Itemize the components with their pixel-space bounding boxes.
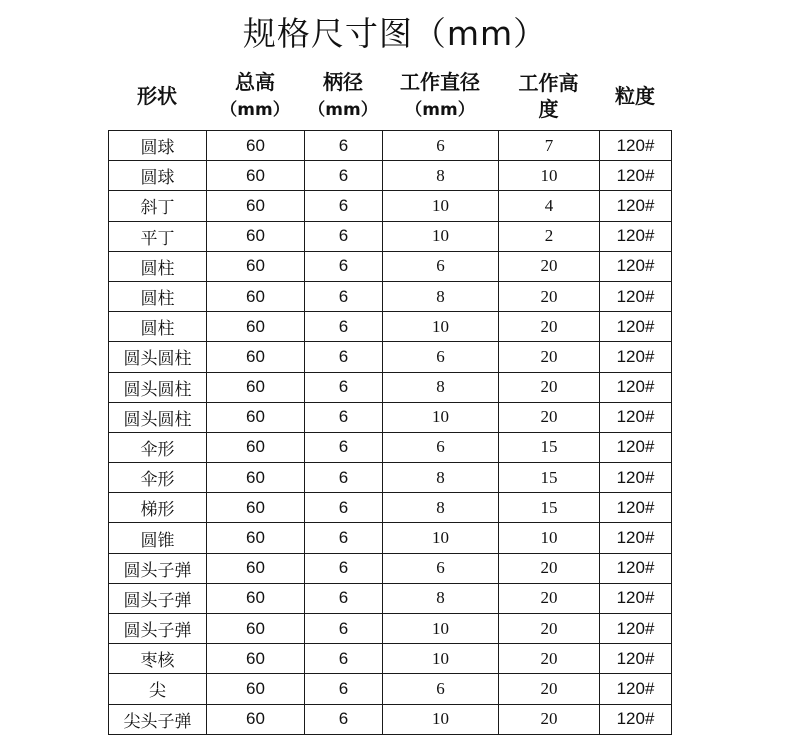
total-height-cell: 60	[207, 191, 305, 221]
work-diameter-cell: 10	[383, 704, 499, 734]
grit-cell: 120#	[600, 221, 672, 251]
work-height-cell: 20	[499, 644, 600, 674]
header-label: 粒度	[615, 84, 655, 108]
table-row	[109, 493, 672, 523]
shank-diameter-cell: 6	[305, 644, 383, 674]
shank-diameter-cell: 6	[305, 281, 383, 311]
table-row	[109, 372, 672, 402]
table-row	[109, 614, 672, 644]
work-diameter-cell: 10	[383, 221, 499, 251]
table-row	[109, 342, 672, 372]
work-height-cell: 20	[499, 553, 600, 583]
work-height-cell: 20	[499, 312, 600, 342]
grit-cell: 120#	[600, 553, 672, 583]
work-diameter-cell: 8	[383, 463, 499, 493]
work-height-cell: 15	[499, 493, 600, 523]
grit-cell: 120#	[600, 644, 672, 674]
shank-diameter-cell: 6	[305, 161, 383, 191]
total-height-cell: 60	[207, 583, 305, 613]
work-diameter-cell: 8	[383, 161, 499, 191]
grit-cell: 120#	[600, 281, 672, 311]
shank-diameter-cell: 6	[305, 614, 383, 644]
table-row	[109, 191, 672, 221]
work-height-cell: 20	[499, 402, 600, 432]
shape-cell: 斜丁	[109, 191, 207, 221]
grit-cell: 120#	[600, 523, 672, 553]
shape-cell: 枣核	[109, 644, 207, 674]
table-row	[109, 463, 672, 493]
shank-diameter-cell: 6	[305, 463, 383, 493]
table-row	[109, 251, 672, 281]
grit-cell: 120#	[600, 583, 672, 613]
total-height-cell: 60	[207, 221, 305, 251]
header-unit: （mm）	[220, 100, 290, 120]
shank-diameter-cell: 6	[305, 221, 383, 251]
header-shape	[108, 62, 206, 130]
shape-cell: 圆球	[109, 131, 207, 161]
spec-table-body	[109, 131, 672, 735]
work-height-cell: 7	[499, 131, 600, 161]
shank-diameter-cell: 6	[305, 191, 383, 221]
header-label: 柄径	[323, 70, 363, 94]
work-height-cell: 20	[499, 342, 600, 372]
work-diameter-cell: 8	[383, 372, 499, 402]
shank-diameter-cell: 6	[305, 342, 383, 372]
shank-diameter-cell: 6	[305, 372, 383, 402]
work-diameter-cell: 8	[383, 583, 499, 613]
grit-cell: 120#	[600, 674, 672, 704]
total-height-cell: 60	[207, 523, 305, 553]
header-unit: （mm）	[308, 100, 378, 120]
total-height-cell: 60	[207, 553, 305, 583]
page-title: 规格尺寸图（mm）	[242, 14, 548, 53]
total-height-cell: 60	[207, 463, 305, 493]
shape-cell: 圆头圆柱	[109, 342, 207, 372]
work-height-cell: 20	[499, 674, 600, 704]
grit-cell: 120#	[600, 432, 672, 462]
shape-cell: 圆柱	[109, 281, 207, 311]
total-height-cell: 60	[207, 644, 305, 674]
shank-diameter-cell: 6	[305, 523, 383, 553]
grit-cell: 120#	[600, 131, 672, 161]
work-diameter-cell: 10	[383, 402, 499, 432]
shank-diameter-cell: 6	[305, 312, 383, 342]
header-label: 工作高度	[518, 71, 579, 121]
grit-cell: 120#	[600, 342, 672, 372]
work-diameter-cell: 10	[383, 191, 499, 221]
shank-diameter-cell: 6	[305, 583, 383, 613]
grit-cell: 120#	[600, 614, 672, 644]
grit-cell: 120#	[600, 704, 672, 734]
shape-cell: 尖	[109, 674, 207, 704]
total-height-cell: 60	[207, 432, 305, 462]
work-height-cell: 15	[499, 432, 600, 462]
header-label: 工作直径	[400, 70, 480, 94]
header-grit	[599, 62, 671, 130]
table-row	[109, 161, 672, 191]
total-height-cell: 60	[207, 493, 305, 523]
total-height-cell: 60	[207, 674, 305, 704]
shape-cell: 圆柱	[109, 251, 207, 281]
work-diameter-cell: 8	[383, 281, 499, 311]
work-height-cell: 15	[499, 463, 600, 493]
header-work-diameter	[382, 62, 498, 130]
shank-diameter-cell: 6	[305, 432, 383, 462]
shank-diameter-cell: 6	[305, 553, 383, 583]
grit-cell: 120#	[600, 372, 672, 402]
work-diameter-cell: 6	[383, 251, 499, 281]
table-row	[109, 704, 672, 734]
work-height-cell: 20	[499, 251, 600, 281]
total-height-cell: 60	[207, 161, 305, 191]
shape-cell: 圆锥	[109, 523, 207, 553]
table-row	[109, 281, 672, 311]
table-row	[109, 644, 672, 674]
header-label: 总高	[235, 70, 275, 94]
work-height-cell: 20	[499, 281, 600, 311]
shape-cell: 圆柱	[109, 312, 207, 342]
table-row	[109, 432, 672, 462]
work-diameter-cell: 6	[383, 131, 499, 161]
header-total-height	[206, 62, 304, 130]
header-shank-diameter	[304, 62, 382, 130]
shape-cell: 平丁	[109, 221, 207, 251]
total-height-cell: 60	[207, 312, 305, 342]
shape-cell: 圆头子弹	[109, 583, 207, 613]
shank-diameter-cell: 6	[305, 251, 383, 281]
table-row	[109, 402, 672, 432]
shape-cell: 梯形	[109, 493, 207, 523]
total-height-cell: 60	[207, 402, 305, 432]
grit-cell: 120#	[600, 191, 672, 221]
grit-cell: 120#	[600, 161, 672, 191]
total-height-cell: 60	[207, 704, 305, 734]
table-row	[109, 221, 672, 251]
shank-diameter-cell: 6	[305, 704, 383, 734]
work-height-cell: 20	[499, 583, 600, 613]
header-work-height	[498, 62, 599, 130]
work-diameter-cell: 6	[383, 674, 499, 704]
total-height-cell: 60	[207, 131, 305, 161]
header-unit: （mm）	[405, 100, 475, 120]
work-diameter-cell: 6	[383, 342, 499, 372]
work-height-cell: 20	[499, 372, 600, 402]
table-row	[109, 523, 672, 553]
grit-cell: 120#	[600, 251, 672, 281]
shape-cell: 圆头圆柱	[109, 402, 207, 432]
shape-cell: 伞形	[109, 432, 207, 462]
shank-diameter-cell: 6	[305, 493, 383, 523]
header-label: 形状	[137, 84, 177, 108]
work-diameter-cell: 10	[383, 644, 499, 674]
work-height-cell: 4	[499, 191, 600, 221]
shank-diameter-cell: 6	[305, 131, 383, 161]
shape-cell: 圆头子弹	[109, 614, 207, 644]
table-row	[109, 583, 672, 613]
table-row	[109, 312, 672, 342]
total-height-cell: 60	[207, 281, 305, 311]
table-row	[109, 674, 672, 704]
table-header	[108, 62, 671, 130]
work-diameter-cell: 10	[383, 523, 499, 553]
work-diameter-cell: 10	[383, 614, 499, 644]
shape-cell: 圆球	[109, 161, 207, 191]
work-diameter-cell: 6	[383, 553, 499, 583]
spec-table	[108, 130, 672, 735]
grit-cell: 120#	[600, 463, 672, 493]
shape-cell: 尖头子弹	[109, 704, 207, 734]
work-height-cell: 2	[499, 221, 600, 251]
work-height-cell: 20	[499, 704, 600, 734]
total-height-cell: 60	[207, 342, 305, 372]
shape-cell: 圆头子弹	[109, 553, 207, 583]
work-diameter-cell: 6	[383, 432, 499, 462]
grit-cell: 120#	[600, 493, 672, 523]
shank-diameter-cell: 6	[305, 402, 383, 432]
shape-cell: 圆头圆柱	[109, 372, 207, 402]
grit-cell: 120#	[600, 402, 672, 432]
work-diameter-cell: 10	[383, 312, 499, 342]
work-height-cell: 10	[499, 161, 600, 191]
grit-cell: 120#	[600, 312, 672, 342]
table-row	[109, 131, 672, 161]
total-height-cell: 60	[207, 372, 305, 402]
shank-diameter-cell: 6	[305, 674, 383, 704]
total-height-cell: 60	[207, 614, 305, 644]
table-row	[109, 553, 672, 583]
work-height-cell: 10	[499, 523, 600, 553]
work-diameter-cell: 8	[383, 493, 499, 523]
total-height-cell: 60	[207, 251, 305, 281]
work-height-cell: 20	[499, 614, 600, 644]
shape-cell: 伞形	[109, 463, 207, 493]
